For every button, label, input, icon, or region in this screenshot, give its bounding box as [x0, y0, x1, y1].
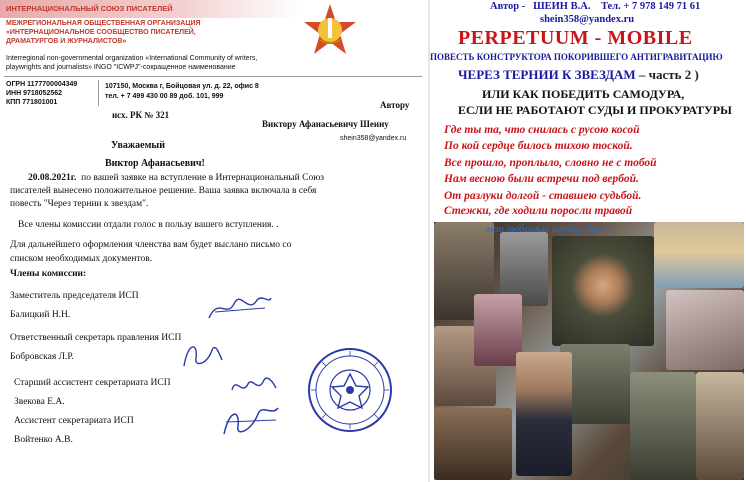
writers-union-logo-icon [300, 2, 360, 58]
poem-line-1: Где ты та, что снилась с русою косой [444, 124, 640, 136]
photo-horse-girl [434, 408, 512, 480]
photo-shepherd-dog [696, 372, 744, 480]
member-name-1: Балицкий Н.Н. [10, 310, 71, 320]
member-role-3: Старший ассистент секретариата ИСП [14, 378, 171, 388]
member-name-3: Звекова Е.А. [14, 397, 65, 407]
member-role-1: Заместитель председателя ИСП [10, 291, 139, 301]
address-line: 107150, Москва г, Бойцовая ул. д. 22, офис 8 [105, 83, 259, 90]
poem-line-5: От разлуки долгой - ставшею судьбой. [444, 190, 642, 202]
article-line3: ЕСЛИ НЕ РАБОТАЮТ СУДЫ И ПРОКУРАТУРЫ [458, 103, 732, 117]
author-email: shein358@yandex.ru [540, 14, 635, 25]
poem-line-6: Стежки, где ходили поросли травой [444, 205, 633, 217]
photo-woman-portrait [666, 290, 744, 370]
header-divider [4, 76, 422, 77]
photo-jet-aircraft [654, 222, 744, 288]
poem-line-2: По кой сердце билось тихою тоской. [444, 140, 633, 152]
author-phone: Тел. + 7 978 149 71 61 [600, 1, 701, 12]
commission-title: Члены комиссии: [10, 269, 87, 279]
member-role-4: Ассистент секретариата ИСП [14, 416, 134, 426]
para3-line1: Для дальнейшего оформления членства вам будет выслано письмо со [10, 240, 292, 250]
article-subtitle: ПОВЕСТЬ КОНСТРУКТОРА ПОКОРИВШЕГО АНТИГРАВИТАЦИЮ [430, 52, 723, 62]
greeting: Уважаемый [111, 140, 165, 151]
para2: Все члены комиссии отдали голос в пользу вашего вступления. . [18, 220, 279, 230]
poem-line-4: Нам весною были встречи под вербой. [444, 173, 639, 185]
to-email: shein358@yandex.ru [340, 135, 407, 142]
org-line-1: МЕЖРЕГИОНАЛЬНАЯ ОБЩЕСТВЕННАЯ ОРГАНИЗАЦИЯ [6, 20, 201, 27]
member-name-4: Войтенко А.В. [14, 435, 73, 445]
para1-line2: писателей вынесено положительное решение. Ваша заявка включала в себя [10, 186, 317, 196]
collage-caption: мои любимые сердцу фото [486, 223, 613, 235]
signature-2-icon [178, 338, 226, 372]
org-line-3: ДРАМАТУРГОВ И ЖУРНАЛИСТОВ» [6, 38, 127, 45]
org-title: ИНТЕРНАЦИОНАЛЬНЫЙ СОЮЗ ПИСАТЕЛЕЙ [6, 4, 173, 13]
to-label: Автору [380, 100, 410, 110]
letter-date: 20.08.2021г. [28, 173, 77, 183]
phone-line: тел. + 7 499 430 00 89 доб. 101, 999 [105, 93, 224, 100]
photo-girl-hat [474, 294, 522, 366]
member-role-2: Ответственный секретарь правления ИСП [10, 333, 182, 343]
to-name: Виктору Афанасьевичу Шеину [262, 119, 389, 129]
part-title: ЧЕРЕЗ ТЕРНИИ К ЗВЕЗДАМ [458, 67, 636, 82]
article-title: PERPETUUM - MOBILE [458, 27, 693, 49]
photo-soldier-cap [630, 372, 696, 480]
photo-pilot-helmet [552, 236, 654, 346]
part-suffix: – часть 2 ) [635, 67, 699, 82]
ogrn: ОГРН 1177700004349 [6, 81, 78, 88]
article-line2: ИЛИ КАК ПОБЕДИТЬ САМОДУРА, [482, 87, 685, 101]
kpp: КПП 771801001 [6, 99, 58, 106]
para1-line3: повесть "Через тернии к звездам". [10, 199, 149, 209]
member-name-2: Бобровская Л.Р. [10, 352, 74, 362]
greeting-name: Виктор Афанасьевич! [105, 158, 205, 169]
org-en-2: playwrights and journalists» INGO "ICWPJ"-сокращенное наименование [6, 64, 236, 71]
official-seal-icon [307, 347, 393, 433]
inn: ИНН 9718052562 [6, 90, 63, 97]
org-en-1: Interregional non-governmental organization «International Community of writers, [6, 55, 258, 62]
author-name: ШЕИН В.А. [533, 1, 591, 12]
reg-divider [98, 80, 99, 106]
photo-collage [434, 222, 744, 480]
outgoing-ref: исх. РК № 321 [112, 110, 170, 120]
org-line-2: «ИНТЕРНАЦИОНАЛЬНОЕ СООБЩЕСТВО ПИСАТЕЛЕЙ, [6, 29, 196, 36]
poem-line-3: Все прошло, проплыло, словно не с тобой [444, 157, 657, 169]
author-label: Автор - [490, 1, 526, 12]
signature-1-icon [205, 290, 275, 324]
signature-3-icon [228, 370, 278, 400]
signature-4-icon [218, 400, 284, 442]
article-panel [430, 0, 746, 482]
para3-line2: списком необходимых документов. [10, 254, 153, 264]
para1-line1: по вашей заявке на вступление в Интернациональный Союз [81, 173, 325, 183]
photo-cosmonaut-uniform [516, 352, 572, 476]
